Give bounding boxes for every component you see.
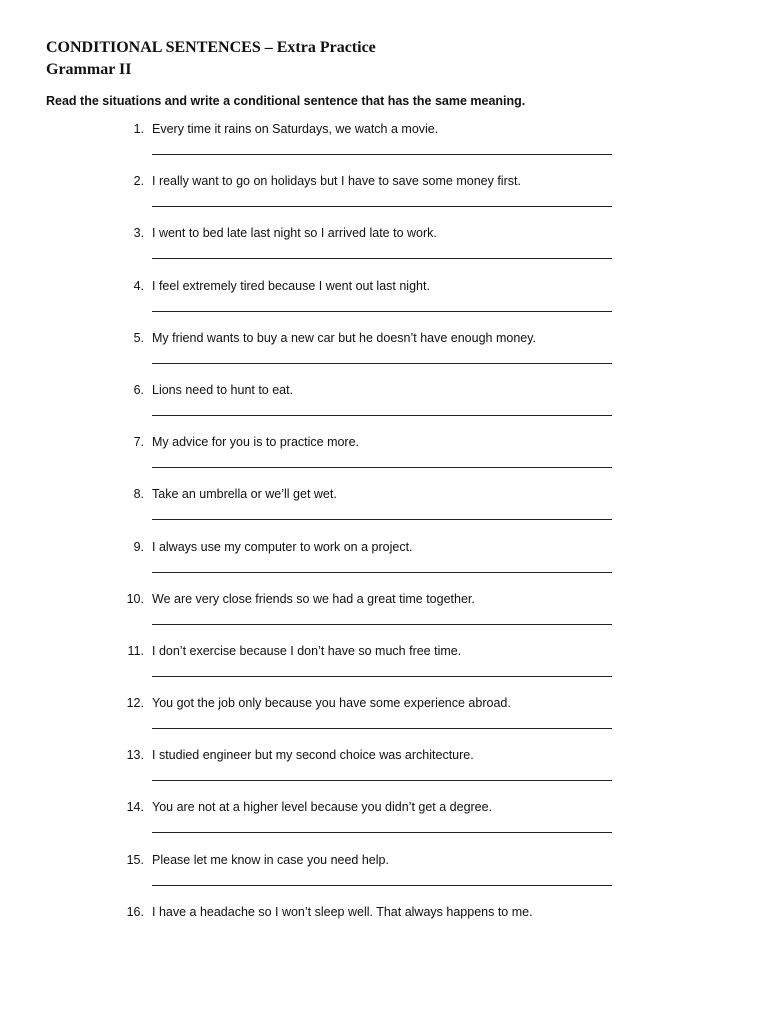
answer-line[interactable] bbox=[152, 258, 612, 259]
exercise-item bbox=[0, 903, 768, 955]
answer-line[interactable] bbox=[152, 311, 612, 312]
exercise-number: 8. bbox=[133, 487, 144, 502]
exercise-list bbox=[0, 120, 768, 955]
exercise-prompt: My advice for you is to practice more. bbox=[152, 435, 360, 450]
exercise-number: 4. bbox=[133, 278, 144, 293]
exercise-number: 16. bbox=[126, 904, 144, 919]
answer-line[interactable] bbox=[152, 624, 612, 625]
worksheet-title bbox=[46, 37, 376, 81]
exercise-prompt: I studied engineer but my second choice was architecture. bbox=[152, 748, 474, 763]
exercise-number: 13. bbox=[126, 748, 144, 763]
exercise-item bbox=[0, 642, 768, 694]
exercise-prompt: I always use my computer to work on a project. bbox=[152, 539, 413, 554]
exercise-prompt: Please let me know in case you need help. bbox=[152, 852, 389, 867]
exercise-prompt: Lions need to hunt to eat. bbox=[152, 382, 294, 397]
exercise-number: 3. bbox=[133, 226, 144, 241]
exercise-item bbox=[0, 485, 768, 537]
exercise-number: 15. bbox=[126, 852, 144, 867]
exercise-number: 12. bbox=[126, 696, 144, 711]
answer-line[interactable] bbox=[152, 415, 612, 416]
answer-line[interactable] bbox=[152, 572, 612, 573]
exercise-number: 6. bbox=[133, 382, 144, 397]
exercise-number: 1. bbox=[133, 122, 144, 136]
exercise-item bbox=[0, 694, 768, 746]
exercise-item bbox=[0, 798, 768, 850]
exercise-prompt: Take an umbrella or we’ll get wet. bbox=[152, 487, 337, 502]
exercise-item bbox=[0, 224, 768, 276]
exercise-item bbox=[0, 381, 768, 433]
answer-line[interactable] bbox=[152, 154, 612, 155]
exercise-item bbox=[0, 746, 768, 798]
exercise-number: 2. bbox=[133, 174, 144, 189]
answer-line[interactable] bbox=[152, 519, 612, 520]
exercise-number: 7. bbox=[133, 435, 144, 450]
exercise-prompt: You got the job only because you have some experience abroad. bbox=[152, 696, 511, 711]
exercise-item bbox=[0, 538, 768, 590]
exercise-prompt: I went to bed late last night so I arrived late to work. bbox=[152, 226, 437, 241]
exercise-number: 10. bbox=[126, 591, 144, 606]
exercise-item bbox=[0, 120, 768, 172]
exercise-prompt: Every time it rains on Saturdays, we watch a movie. bbox=[152, 122, 439, 136]
exercise-number: 14. bbox=[126, 800, 144, 815]
exercise-prompt: We are very close friends so we had a great time together. bbox=[152, 591, 475, 606]
exercise-prompt: I don’t exercise because I don’t have so much free time. bbox=[152, 643, 462, 658]
answer-line[interactable] bbox=[152, 728, 612, 729]
answer-line[interactable] bbox=[152, 363, 612, 364]
exercise-item bbox=[0, 329, 768, 381]
exercise-prompt: I feel extremely tired because I went out last night. bbox=[152, 278, 430, 293]
exercise-prompt: You are not at a higher level because you didn’t get a degree. bbox=[152, 800, 493, 815]
exercise-number: 5. bbox=[133, 330, 144, 345]
exercise-number: 11. bbox=[127, 643, 144, 658]
answer-line[interactable] bbox=[152, 676, 612, 677]
exercise-item bbox=[0, 590, 768, 642]
exercise-number: 9. bbox=[133, 539, 144, 554]
answer-line[interactable] bbox=[152, 467, 612, 468]
answer-line[interactable] bbox=[152, 832, 612, 833]
exercise-item bbox=[0, 172, 768, 224]
exercise-prompt: My friend wants to buy a new car but he doesn’t have enough money. bbox=[152, 330, 537, 345]
exercise-item bbox=[0, 851, 768, 903]
exercise-item bbox=[0, 277, 768, 329]
exercise-prompt: I have a headache so I won’t sleep well. That always happens to me. bbox=[152, 904, 533, 919]
exercise-prompt: I really want to go on holidays but I have to save some money first. bbox=[152, 174, 521, 189]
instructions: Read the situations and write a conditional sentence that has the same meaning. bbox=[46, 94, 526, 108]
title-main: CONDITIONAL SENTENCES – Extra Practice bbox=[46, 39, 376, 56]
exercise-item bbox=[0, 433, 768, 485]
answer-line[interactable] bbox=[152, 206, 612, 207]
answer-line[interactable] bbox=[152, 885, 612, 886]
answer-line[interactable] bbox=[152, 780, 612, 781]
title-subtitle: Grammar II bbox=[46, 61, 132, 78]
